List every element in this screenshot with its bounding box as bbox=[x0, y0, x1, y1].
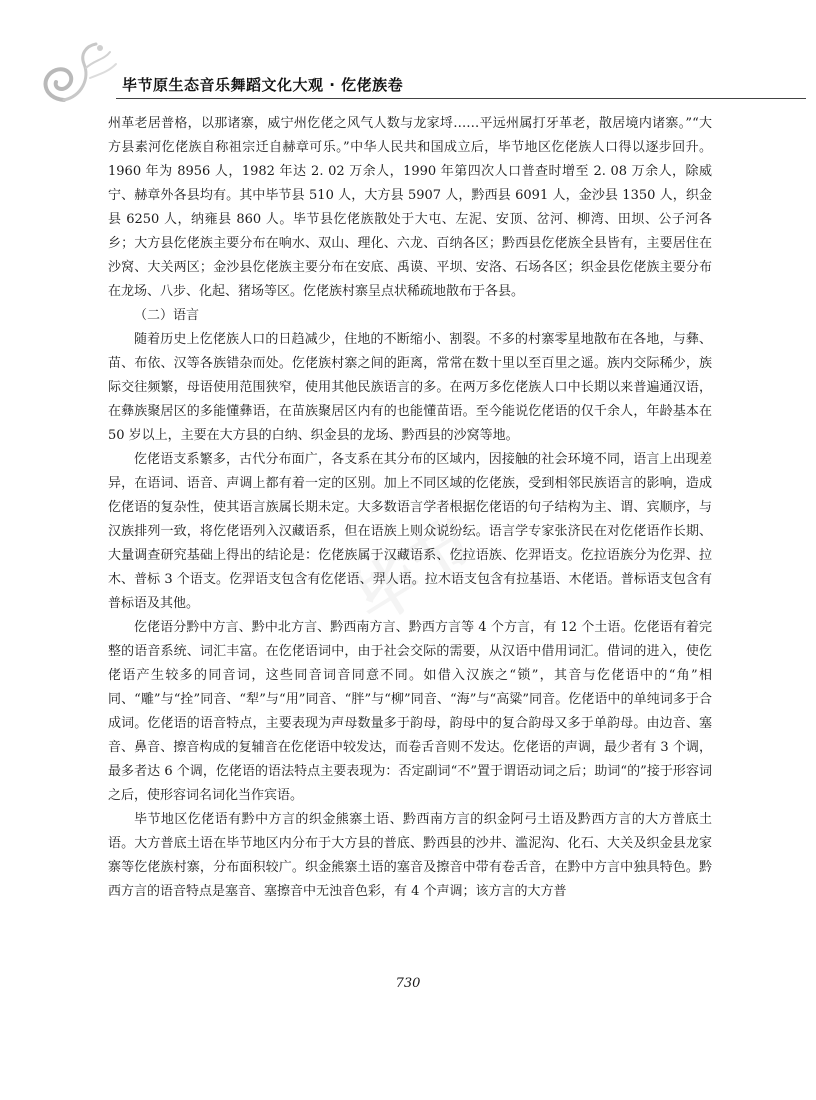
body-text bbox=[108, 112, 712, 904]
page-number: 730 bbox=[395, 976, 421, 991]
paragraph-1: 州革老居普格，以那诸寨，威宁州仡佬之风气人数与龙家埒……平远州属打牙革老，散居境内诸寨。”“大方县素河仡佬族自称祖宗迁自赫章可乐。”中华人民共和国成立后，毕节地区仡佬族人口得以逐步回升。1960 年为 8956 人，1982 年达 2. 02 万余人，1990 年第四次人口普查时增至 2. 08 万余人，除威宁、赫章外各县均有。其中毕节县 510 人，大方县 5907 人，黔西县 6091 人，金沙县 1350 人，织金县 6250 人，纳雍县 860 人。毕节县仡佬族散处于大屯、左泥、安顶、岔河、柳湾、田坝、公子河各乡；大方县仡佬族主要分布在响水、双山、理化、六龙、百纳各区；黔西县仡佬族全县皆有，主要居住在沙窝、大关两区；金沙县仡佬族主要分布在安底、禹谟、平坝、安洛、石场各区；织金县仡佬族主要分布在龙场、八步、化起、猪场等区。仡佬族村寨呈点状稀疏地散布于各县。 bbox=[108, 116, 712, 299]
swirl-logo-icon bbox=[34, 38, 124, 108]
section-heading: （二）语言 bbox=[134, 308, 200, 323]
paragraph-5: 毕节地区仡佬语有黔中方言的织金熊寨土语、黔西南方言的织金阿弓土语及黔西方言的大方普底土语。大方普底土语在毕节地区内分布于大方县的普底、黔西县的沙井、滥泥沟、化石、大关及织金县龙家寨等仡佬族村寨，分布面积较广。织金熊寨土语的塞音及擦音中带有卷舌音，在黔中方言中独具特色。黔西方言的语音特点是塞音、塞擦音中无浊音色彩，有 4 个声调；该方言的大方普 bbox=[108, 812, 712, 899]
paragraph-2: 随着历史上仡佬族人口的日趋减少，住地的不断缩小、割裂。不多的村寨零星地散布在各地，与彝、苗、布依、汉等各族错杂而处。仡佬族村寨之间的距离，常常在数十里以至百里之遥。族内交际稀少，族际交往频繁，母语使用范围狭窄，使用其他民族语言的多。在两万多仡佬族人口中长期以来普遍通汉语，在彝族聚居区的多能懂彝语，在苗族聚居区内有的也能懂苗语。至今能说仡佬语的仅千余人，年龄基本在 50 岁以上，主要在大方县的白纳、织金县的龙场、黔西县的沙窝等地。 bbox=[108, 332, 712, 443]
header-divider bbox=[116, 98, 806, 99]
paragraph-4: 仡佬语分黔中方言、黔中北方言、黔西南方言、黔西方言等 4 个方言，有 12 个土语。仡佬语有着完整的语音系统、词汇丰富。在仡佬语词中，由于社会交际的需要，从汉语中借用词汇。借词的进入，使仡佬语产生较多的同音词，这些同音词音同意不同。如借入汉族之“锁”，其音与仡佬语中的“角”相同、“雕”与“拴”同音、“犁”与“用”同音、“胖”与“柳”同音、“海”与“高粱”同音。仡佬语中的单纯词多于合成词。仡佬语的语音特点，主要表现为声母数量多于韵母，韵母中的复合韵母又多于单韵母。由边音、塞音、鼻音、擦音构成的复辅音在仡佬语中较发达，而卷舌音则不发达。仡佬语的声调，最少者有 3 个调，最多者达 6 个调，仡佬语的语法特点主要表现为：否定副词“不”置于谓语动词之后；助词“的”接于形容词之后，使形容词名词化当作宾语。 bbox=[108, 620, 712, 803]
page-header bbox=[20, 14, 800, 104]
watermark: 毕节 bbox=[341, 507, 490, 639]
header-title: 毕节原生态音乐舞蹈文化大观 · 仡佬族卷 bbox=[122, 76, 404, 94]
paragraph-3: 仡佬语支系繁多，古代分布面广，各支系在其分布的区域内，因接触的社会环境不同，语言上出现差异，在语词、语音、声调上都有着一定的区别。加上不同区域的仡佬族，受到相邻民族语言的影响，造成仡佬语的复杂性，使其语言族属长期未定。大多数语言学者根据仡佬语的句子结构为主、谓、宾顺序，与汉族排列一致，将仡佬语列入汉藏语系，但在语族上则众说纷纭。语言学专家张济民在对仡佬语作长期、大量调查研究基础上得出的结论是：仡佬族属于汉藏语系、仡拉语族、仡羿语支。仡拉语族分为仡羿、拉木、普标 3 个语支。仡羿语支包含有仡佬语、羿人语。拉木语支包含有拉基语、木佬语。普标语支包含有普标语及其他。 bbox=[108, 452, 712, 611]
